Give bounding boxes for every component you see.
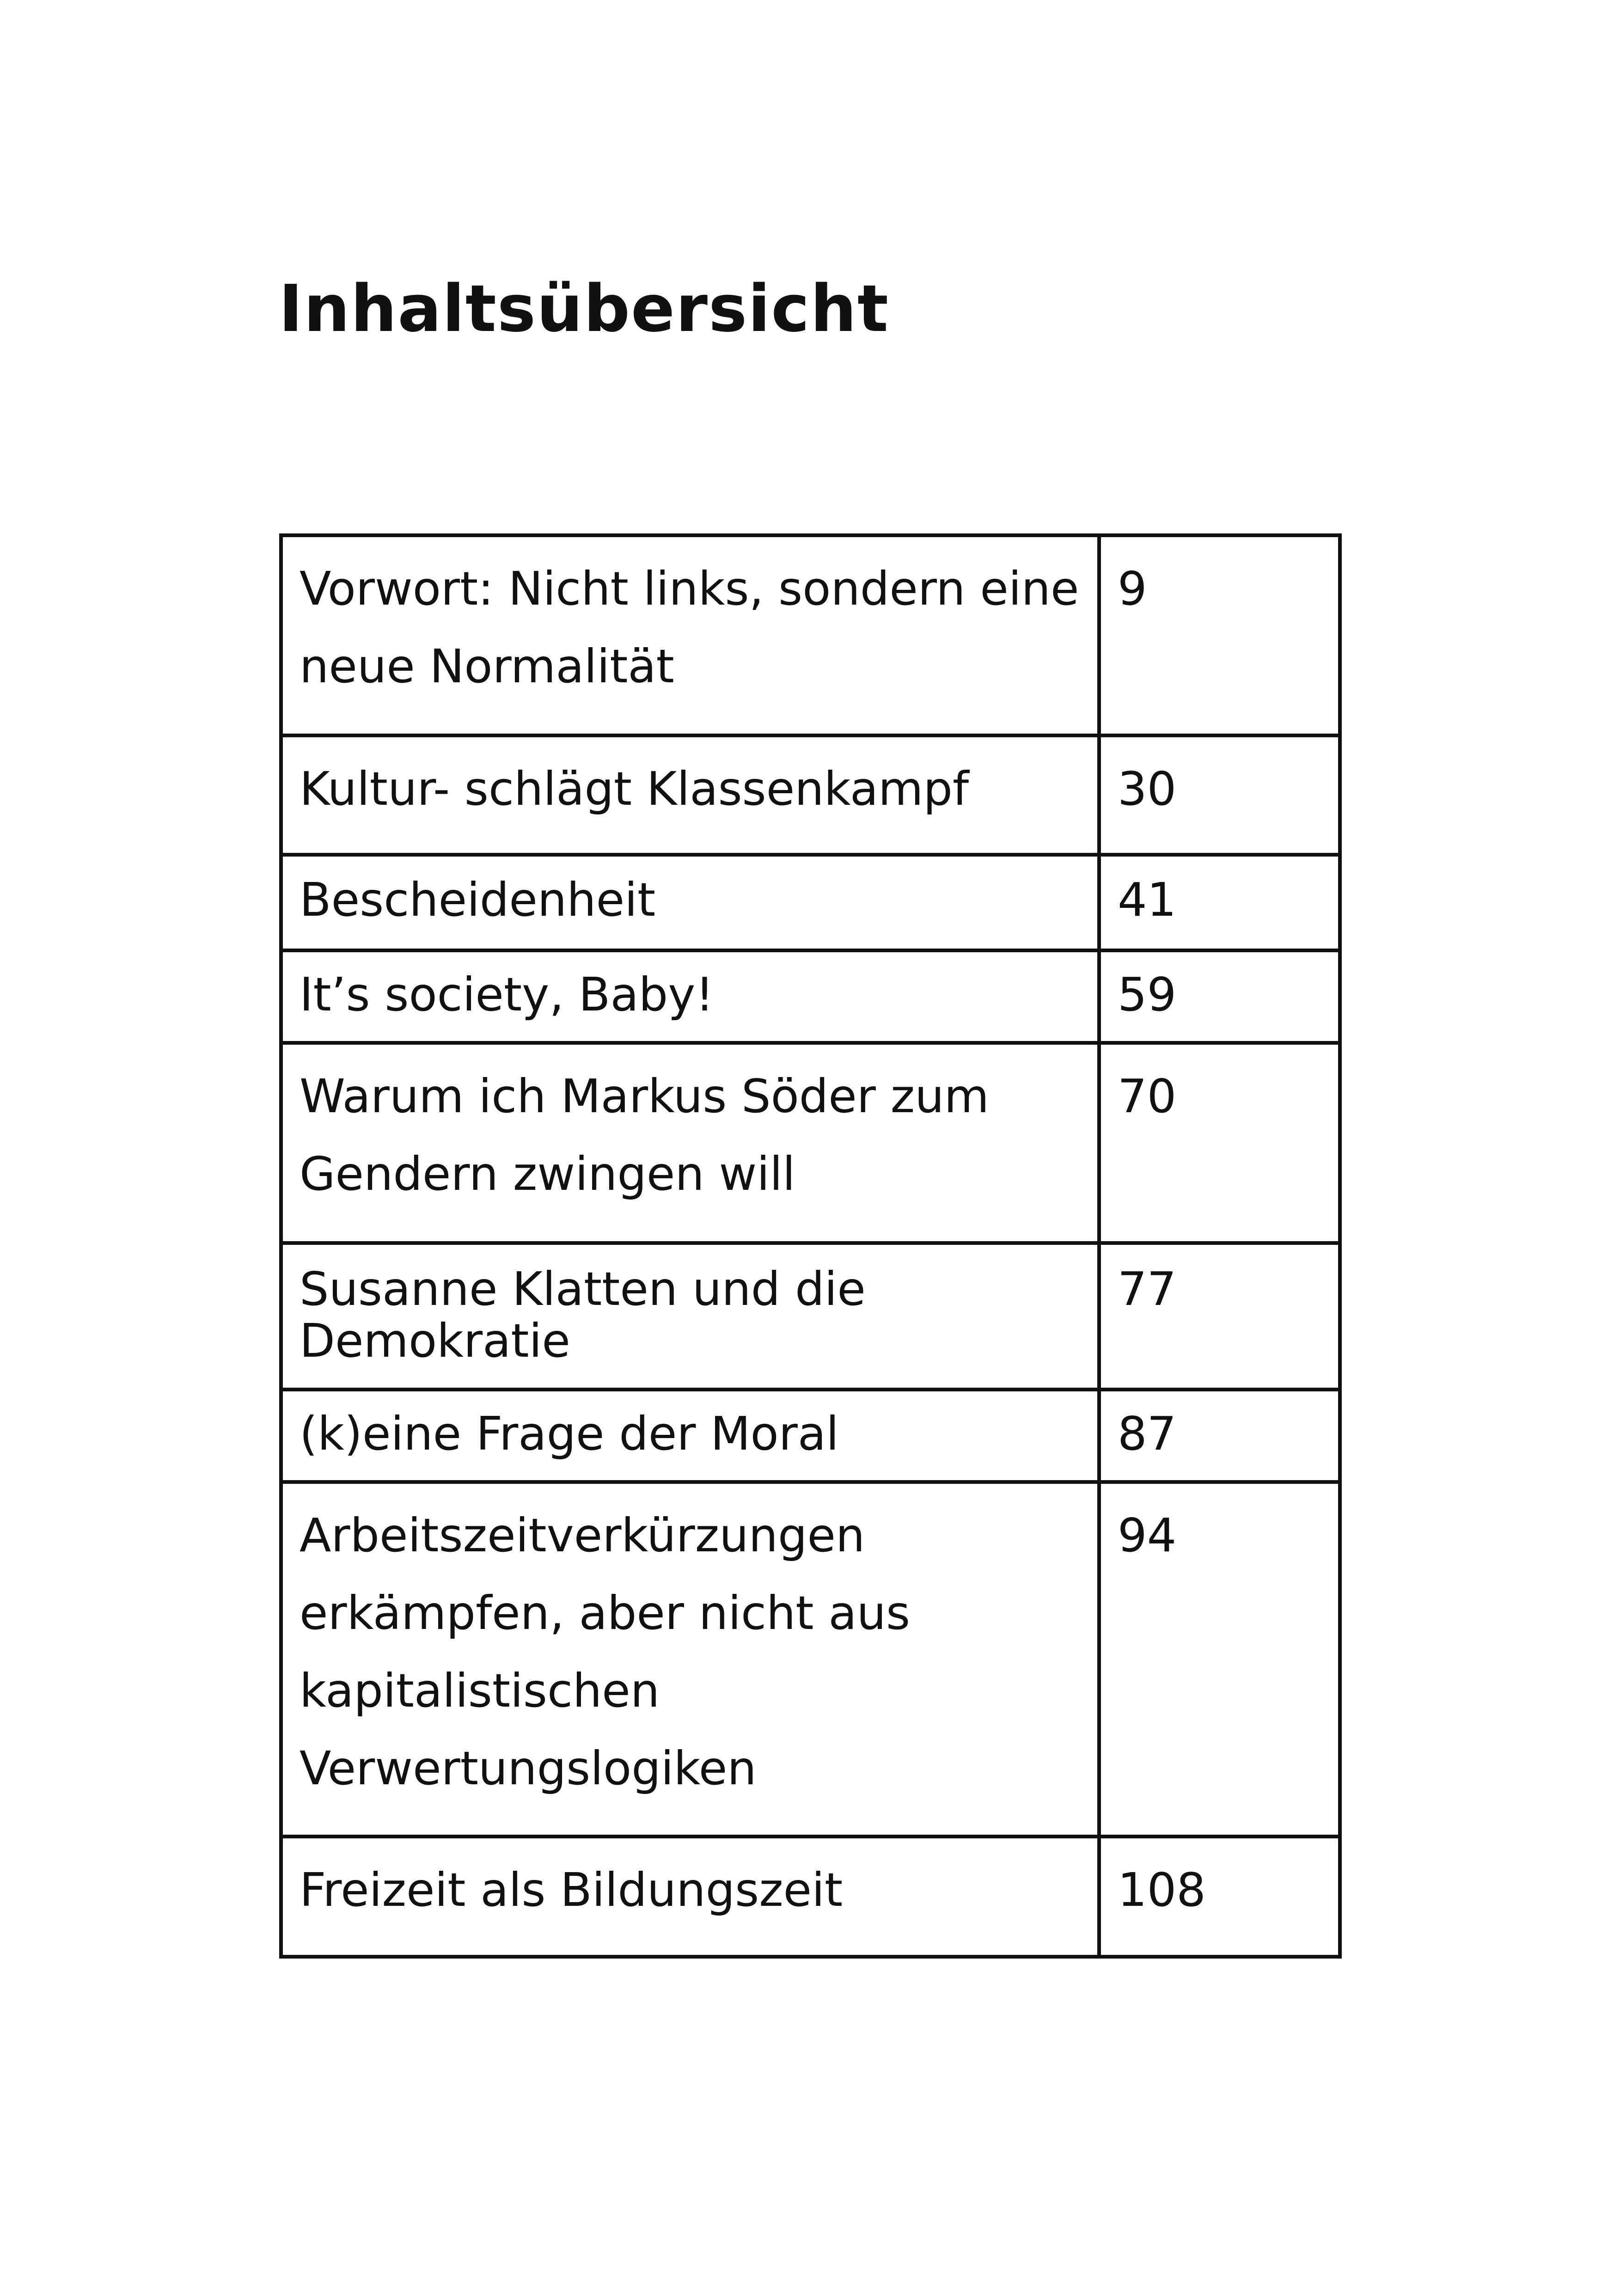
table-of-contents [279,533,1342,1959]
toc-entry-title: It’s society, Baby! [281,950,1099,1043]
toc-entry-page: 30 [1099,735,1340,855]
toc-entry-page: 108 [1099,1837,1340,1957]
toc-row [281,1482,1340,1837]
toc-entry-page: 59 [1099,950,1340,1043]
toc-entry-title: Vorwort: Nicht links, sondern eine neue Normalität [281,535,1099,735]
page-title: Inhaltsübersicht [279,271,889,347]
toc-row [281,1243,1340,1390]
toc-row [281,855,1340,950]
toc-entry-title: Susanne Klatten und die Demokratie [281,1243,1099,1390]
toc-row [281,950,1340,1043]
toc-row [281,535,1340,735]
toc-row [281,735,1340,855]
toc-entry-page: 94 [1099,1482,1340,1837]
toc-row [281,1837,1340,1957]
toc-entry-title: Arbeitszeitverkürzungen erkämpfen, aber nicht aus kapitalistischen Verwertungslogiken [281,1482,1099,1837]
toc-entry-page: 70 [1099,1043,1340,1243]
toc-entry-page: 9 [1099,535,1340,735]
toc-entry-page: 87 [1099,1390,1340,1482]
toc-entry-title: Kultur- schlägt Klassenkampf [281,735,1099,855]
toc-entry-title: (k)eine Frage der Moral [281,1390,1099,1482]
toc-entry-title: Warum ich Markus Söder zum Gendern zwingen will [281,1043,1099,1243]
toc-entry-page: 41 [1099,855,1340,950]
toc-row [281,1390,1340,1482]
toc-entry-title: Freizeit als Bildungszeit [281,1837,1099,1957]
toc-entry-page: 77 [1099,1243,1340,1390]
toc-entry-title: Bescheidenheit [281,855,1099,950]
toc-row [281,1043,1340,1243]
